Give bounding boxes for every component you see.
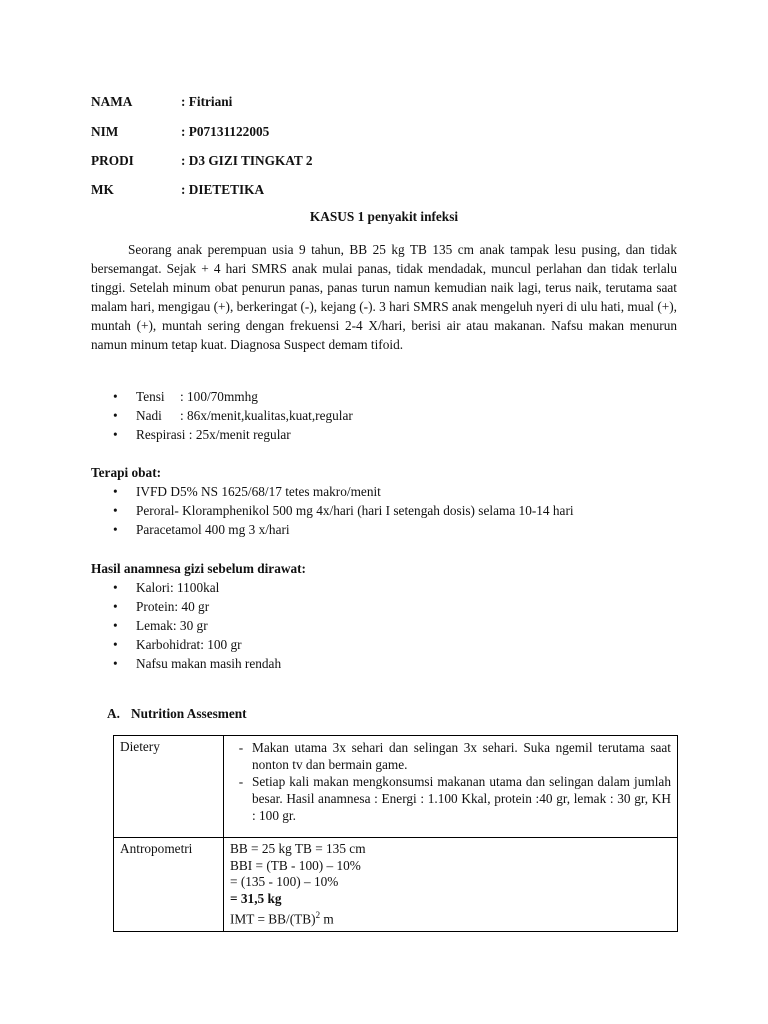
bullet-icon: • (113, 389, 118, 404)
antropometri-label: Antropometri (114, 838, 224, 932)
dash-marker: - (238, 740, 244, 755)
dash-marker: - (238, 774, 244, 789)
section-letter: A. (107, 706, 120, 721)
vital-label: Respirasi : 25x/menit regular (136, 427, 291, 442)
table-row (114, 838, 678, 932)
antro-line: BBI = (TB - 100) – 10% (230, 857, 361, 873)
bullet-icon: • (113, 599, 118, 614)
prodi-value: : D3 GIZI TINGKAT 2 (181, 153, 313, 168)
vital-value: : 86x/menit,kualitas,kuat,regular (180, 408, 353, 423)
list-item: Karbohidrat: 100 gr (136, 637, 242, 652)
antro-line: BB = 25 kg TB = 135 cm (230, 841, 366, 856)
bullet-icon: • (113, 408, 118, 423)
imt-superscript: 2 (315, 910, 321, 920)
nim-value: : P07131122005 (181, 124, 270, 139)
bullet-icon: • (113, 637, 118, 652)
nutrition-assessment-table (113, 735, 678, 932)
antro-line: = 31,5 kg (230, 890, 282, 906)
vital-label: Nadi (136, 408, 162, 423)
list-item: Nafsu makan masih rendah (136, 656, 282, 671)
dietery-item: Makan utama 3x sehari dan selingan 3x sehari. Suka ngemil terutama saat nonton tv dan bermain game. (252, 740, 671, 772)
list-item: Protein: 40 gr (136, 599, 210, 614)
dietery-content (224, 736, 678, 838)
dietery-item: Setiap kali makan mengkonsumsi makanan utama dan selingan dalam jumlah besar. Hasil anamnesa : Energi : 1.100 Kkal, protein :40 gr, lemak : 30 gr, KH : 100 gr. (252, 774, 671, 823)
list-item: IVFD D5% NS 1625/68/17 tetes makro/menit (136, 484, 381, 499)
section-title: Nutrition Assesment (131, 706, 247, 721)
table-row (114, 736, 678, 838)
vital-label: Tensi (136, 389, 165, 404)
imt-formula: IMT = BB/(TB) (230, 911, 316, 927)
antropometri-content (224, 838, 678, 932)
mk-label: MK (91, 182, 114, 197)
nama-label: NAMA (91, 94, 133, 109)
bullet-icon: • (113, 503, 118, 518)
mk-value: : DIETETIKA (181, 182, 265, 197)
bullet-icon: • (113, 522, 118, 537)
case-paragraph: Seorang anak perempuan usia 9 tahun, BB 25 kg TB 135 cm anak tampak lesu pusing, dan tidak bersemangat. Sejak + 4 hari SMRS anak mulai panas, tidak mendadak, muncul perlahan dan tidak terlalu tinggi. Setelah minum obat penurun panas, panas turun namun kemudian naik lagi, terus naik, terutama saat malam hari, mengigau (+), berkeringat (-), kejang (-). 3 hari SMRS anak mengeluh nyeri di ulu hati, mual (+), muntah (+), muntah sering dengan frekuensi 2-4 X/hari, berisi air atau makanan. Nafsu makan menurun namun minum tetap kuat. Diagnosa Suspect demam tifoid. (91, 242, 677, 352)
list-item (230, 739, 671, 773)
bullet-icon: • (113, 656, 118, 671)
list-item: Kalori: 1100kal (136, 580, 220, 595)
bullet-icon: • (113, 580, 118, 595)
imt-unit: m (320, 911, 334, 927)
list-item: Peroral- Kloramphenikol 500 mg 4x/hari (hari I setengah dosis) selama 10-14 hari (136, 503, 574, 518)
list-item: Lemak: 30 gr (136, 618, 208, 633)
nama-value: : Fitriani (181, 94, 233, 109)
antro-line (230, 907, 671, 928)
prodi-label: PRODI (91, 153, 134, 168)
bullet-icon: • (113, 427, 118, 442)
case-title: KASUS 1 penyakit infeksi (309, 209, 459, 224)
anamnesa-heading: Hasil anamnesa gizi sebelum dirawat: (91, 561, 306, 576)
vital-value: : 100/70mmhg (180, 389, 258, 404)
antro-line: = (135 - 100) – 10% (230, 874, 339, 889)
terapi-heading: Terapi obat: (91, 465, 162, 480)
dietery-label: Dietery (114, 736, 224, 838)
nim-label: NIM (91, 124, 119, 139)
list-item: Paracetamol 400 mg 3 x/hari (136, 522, 290, 537)
bullet-icon: • (113, 484, 118, 499)
bullet-icon: • (113, 618, 118, 633)
list-item (230, 773, 671, 824)
